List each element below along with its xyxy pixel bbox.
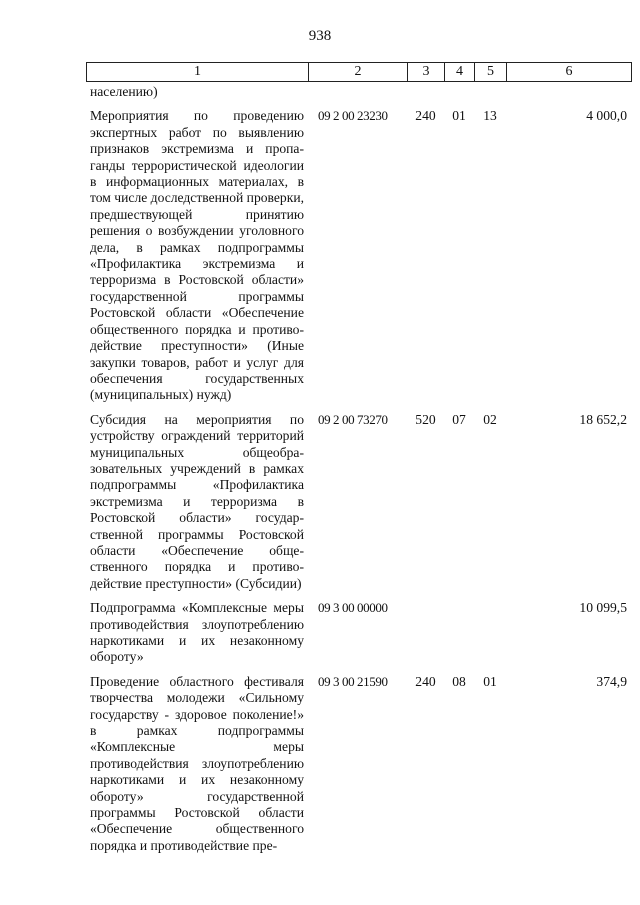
page-number: 938 <box>308 28 332 44</box>
row-col4 <box>444 600 474 666</box>
row-amount: 374,9 <box>596 673 627 689</box>
column-header-5: 5 <box>475 63 507 82</box>
table-row <box>86 674 631 854</box>
row-code: 09 3 00 00000 <box>318 600 388 616</box>
column-header-1: 1 <box>87 63 309 82</box>
row-col5 <box>474 600 506 666</box>
row-code: 09 3 00 21590 <box>318 673 388 689</box>
row-col5: 01 <box>483 673 497 689</box>
row-col4: 08 <box>452 673 466 689</box>
row-code: 09 2 00 23230 <box>318 108 388 124</box>
table-row <box>86 108 631 403</box>
row-description: Субсидия на мероприятия по устройству ограждений территорий муниципальных общеобразовательных учреждений в рамках подпрограммы «Профилактика экстремизма и терроризма в Ростовской области» государственной программы Ростовской области «Обеспечение общественного порядка и противодействие преступности» (Субсидии) <box>90 411 304 591</box>
table-header <box>86 62 632 82</box>
row-amount: 18 652,2 <box>579 411 627 427</box>
row-description: Подпрограмма «Комплексные меры противодействия злоупотреблению наркотиками и их незаконному обороту» <box>90 600 304 665</box>
row-col4: 07 <box>452 411 466 427</box>
row-description: Мероприятия по проведению экспертных работ по выявлению признаков экстремизма и пропаганды террористической идеологии в информационных материалах, в том числе доследственной проверки, предшествующей принятию решения о возбуждении уголовного дела, в рамках подпрограммы «Профилактика экстремизма и терроризма в Ростовской области» государственной программы Ростовской области «Обеспечение общественного порядка и противодействие преступности» (Иные закупки товаров, работ и услуг для обеспечения государственных (муниципальных) нужд) <box>90 108 304 403</box>
row-col3 <box>407 600 444 666</box>
row-col4: 01 <box>452 108 466 124</box>
row-code: 09 2 00 73270 <box>318 411 388 427</box>
row-col5: 13 <box>483 108 497 124</box>
column-header-2: 2 <box>309 63 408 82</box>
table-row <box>86 600 631 666</box>
row-amount: 4 000,0 <box>586 108 627 124</box>
row-col3: 240 <box>415 673 436 689</box>
table-body <box>86 84 631 854</box>
row-col5: 02 <box>483 411 497 427</box>
column-header-4: 4 <box>445 63 475 82</box>
row-col3: 520 <box>415 411 436 427</box>
continuation-row <box>86 84 631 100</box>
continuation-text: населению) <box>90 84 158 99</box>
column-header-6: 6 <box>507 63 632 82</box>
row-amount: 10 099,5 <box>579 600 627 616</box>
column-header-3: 3 <box>408 63 445 82</box>
row-col3: 240 <box>415 108 436 124</box>
row-description: Проведение областного фестиваля творчества молодежи «Сильному государству - здоровое поколение!» в рамках подпрограммы «Комплексные меры противодействия злоупотреблению наркотиками и их незаконному обороту» государственной программы Ростовской области «Обеспечение общественного порядка и противодействие пре- <box>90 673 304 853</box>
table-row <box>86 412 631 592</box>
